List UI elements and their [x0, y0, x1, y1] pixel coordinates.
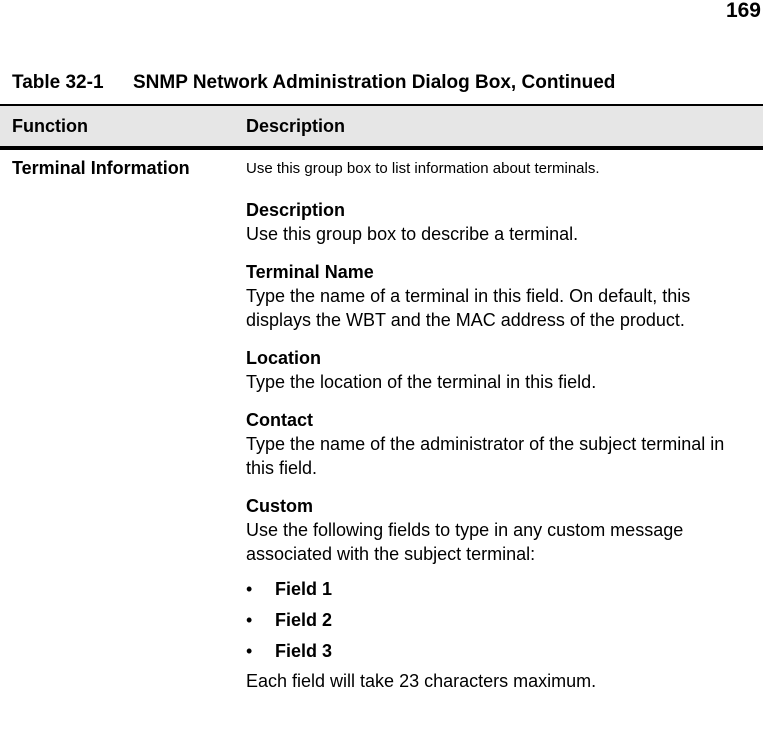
item-title-location: Location [246, 348, 321, 368]
terminal-name-item [246, 260, 756, 332]
item-body-description: Use this group box to describe a terminal. [246, 224, 579, 244]
item-title-description: Description [246, 200, 346, 220]
column-header-function: Function [12, 116, 88, 136]
table-caption-label: Table 32-1 [12, 72, 104, 93]
row-function-cell: Terminal Information [12, 158, 190, 178]
list-item [246, 574, 756, 605]
bullet-icon: • [246, 641, 253, 661]
field-label: Field 2 [275, 610, 333, 630]
bullet-icon: • [246, 579, 253, 599]
item-body-terminal-name: Type the name of a terminal in this field. On default, this displays the WBT and the MAC address of the product. [246, 286, 691, 330]
custom-fields-list [246, 574, 756, 667]
table-header-row [0, 106, 763, 146]
table-caption-title: SNMP Network Administration Dialog Box, Continued [133, 72, 616, 93]
item-body-contact: Type the name of the administrator of the subject terminal in this field. [246, 434, 725, 478]
page-number: 169 [725, 0, 761, 22]
location-item [246, 346, 756, 394]
list-item [246, 636, 756, 667]
field-label: Field 3 [275, 641, 333, 661]
list-item [246, 605, 756, 636]
item-title-contact: Contact [246, 410, 313, 430]
item-body-custom: Use the following fields to type in any custom message associated with the subject terminal: [246, 520, 684, 564]
item-title-custom: Custom [246, 496, 313, 516]
bullet-icon: • [246, 610, 253, 630]
field-label: Field 1 [275, 579, 333, 599]
table-caption [12, 72, 615, 94]
description-footer-note: Each field will take 23 characters maximum. [246, 671, 597, 691]
table-header-rule [0, 146, 763, 150]
contact-item [246, 408, 756, 480]
item-body-location: Type the location of the terminal in this field. [246, 372, 597, 392]
description-intro: Use this group box to list information about terminals. [246, 160, 600, 177]
description-item [246, 198, 756, 246]
item-title-terminal-name: Terminal Name [246, 262, 374, 282]
custom-item [246, 494, 756, 566]
column-header-description: Description [246, 116, 346, 136]
row-description-cell [246, 160, 756, 693]
